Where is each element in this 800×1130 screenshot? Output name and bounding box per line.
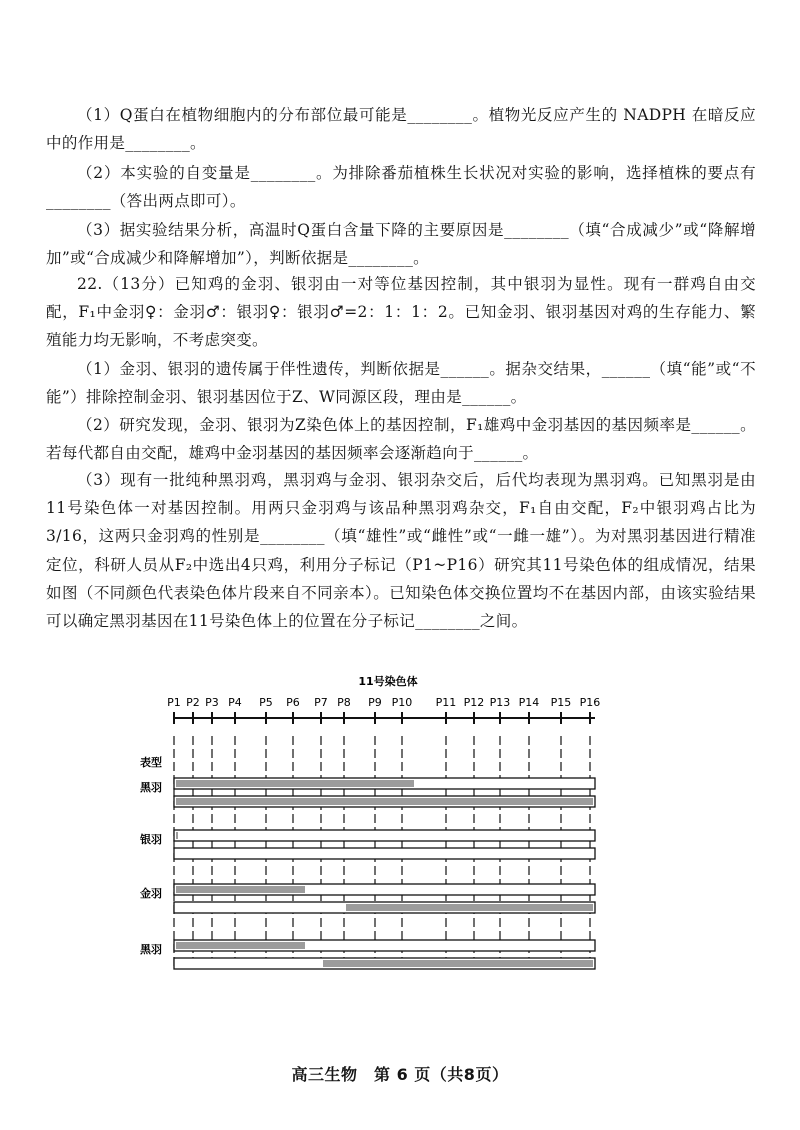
paragraph-q1: （1）Q蛋白在植物细胞内的分布部位最可能是________。植物光反应产生的 NADPH 在暗反应中的作用是________。 [46,106,756,153]
marker-label-P4: P4 [228,696,242,709]
marker-label-P14: P14 [518,696,540,709]
chromosome-bar [174,830,595,841]
marker-label-P5: P5 [259,696,273,709]
marker-label-P3: P3 [205,696,219,709]
page-footer: 高三生物 第 6 页（共8页） [291,1065,509,1084]
marker-label-P13: P13 [489,696,511,709]
paragraph-q2: （2）本实验的自变量是________。为排除番茄植株生长状况对实验的影响，选择植株的要点有________（答出两点即可）。 [46,164,756,211]
grey-segment [176,832,178,839]
marker-label-P11: P11 [435,696,457,709]
individual-rows [140,778,595,969]
marker-label-P16: P16 [579,696,601,709]
marker-label-P12: P12 [463,696,485,709]
grey-segment [346,904,593,911]
paragraph-22-2: （2）研究发现，金羽、银羽为Z染色体上的基因控制，F₁雄鸡中金羽基因的基因频率是______。若每代都自由交配，雄鸡中金羽基因的基因频率会逐渐趋向于______。 [46,416,756,463]
grey-segment [176,798,593,805]
chromosome-figure [140,670,610,980]
grey-segment [176,886,305,893]
individual-1 [140,778,595,807]
paragraph-22-1: （1）金羽、银羽的遗传属于伴性遗传，判断依据是______。据杂交结果，______（填“能”或“不能”）排除控制金羽、银羽基因位于Z、W同源区段，理由是______。 [46,360,756,407]
individual-3 [140,884,595,913]
marker-label-P15: P15 [550,696,572,709]
row-header: 表型 [140,756,162,769]
marker-label-P1: P1 [167,696,181,709]
paragraph-22-3: （3）现有一批纯种黑羽鸡，黑羽鸡与金羽、银羽杂交后，后代均表现为黑羽鸡。已知黑羽是由11号染色体一对基因控制。用两只金羽鸡与该品种黑羽鸡杂交，F₁自由交配，F₂中银羽鸡占比为3/16，这两只金羽鸡的性别是________（填“雄性”或“雌性”或“一雌一雄”）。为对黑羽基因进行精准定位，科研人员从F₂中选出4只鸡，利用分子标记（P1~P16）研究其11号染色体的组成情况，结果如图（不同颜色代表染色体片段来自不同亲本）。已知染色体交换位置均不在基因内部，由该实验结果可以确定黑羽基因在11号染色体上的位置在分子标记________之间。 [46,471,756,631]
marker-label-P9: P9 [368,696,382,709]
paragraph-question-22: 22.（13分）已知鸡的金羽、银羽由一对等位基因控制，其中银羽为显性。现有一群鸡自由交配，F₁中金羽♀：金羽♂：银羽♀：银羽♂=2：1：1：2。已知金羽、银羽基因对鸡的生存能力、繁殖能力均无影响，不考虑突变。 [46,275,756,350]
marker-label-P7: P7 [314,696,328,709]
individual-2 [140,830,595,859]
marker-label-P8: P8 [337,696,351,709]
phenotype-label: 银羽 [140,833,162,846]
grey-segment [176,780,414,787]
marker-label-P6: P6 [286,696,300,709]
phenotype-label: 黑羽 [140,781,162,794]
individual-4 [140,940,595,969]
chromosome-bar [174,848,595,859]
figure-title: 11号染色体 [358,675,418,688]
phenotype-label: 黑羽 [140,943,162,956]
grey-segment [323,960,593,967]
phenotype-label: 金羽 [140,887,162,900]
marker-label-P10: P10 [391,696,413,709]
paragraph-q3: （3）据实验结果分析，高温时Q蛋白含量下降的主要原因是________（填“合成减少”或“降解增加”或“合成减少和降解增加”），判断依据是________。 [46,221,756,268]
grey-segment [176,942,305,949]
marker-labels [167,696,600,709]
marker-label-P2: P2 [186,696,200,709]
